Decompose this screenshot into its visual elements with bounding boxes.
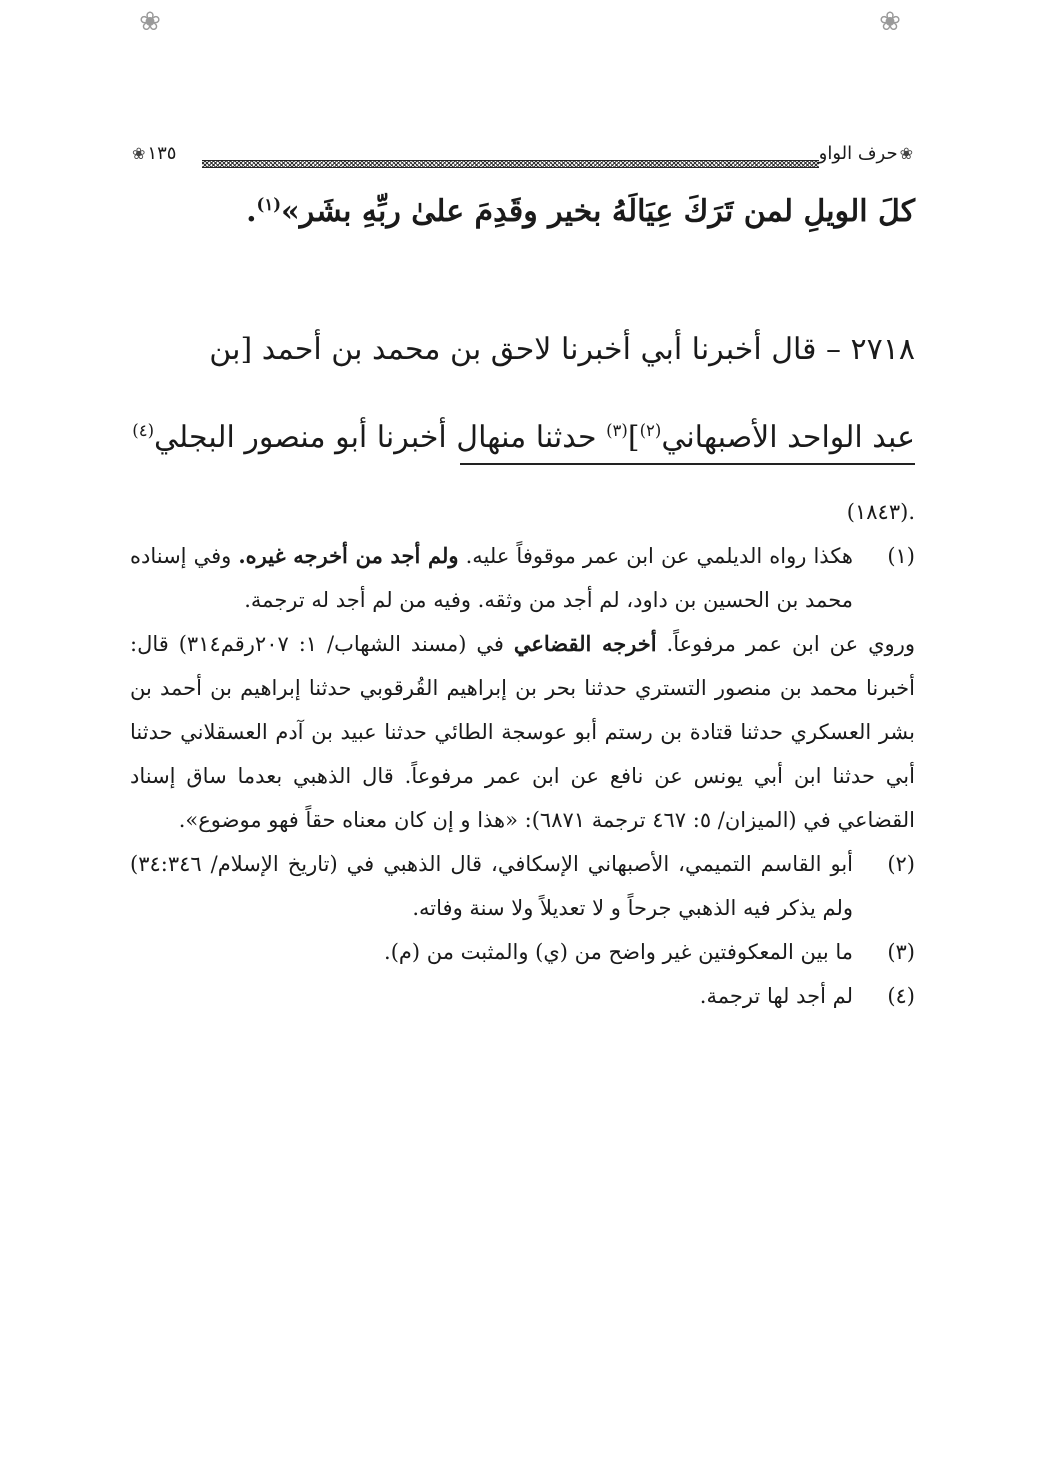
footnote-1-text-a: هكذا رواه الديلمي عن ابن عمر موقوفاً عليه. <box>458 544 853 568</box>
hadith-closing-line <box>130 184 915 240</box>
footnote-3-number: (٣) <box>887 940 915 964</box>
header-right-ornament: ❀ <box>899 144 913 163</box>
hadith-closing-period: . <box>246 194 257 229</box>
footnote-continuation: .(١٨٤٣) <box>846 500 915 524</box>
top-left-ornament: ❀ <box>139 7 161 37</box>
hadith-2718-line-2 <box>130 394 915 482</box>
footnote-ref-1[interactable]: (١) <box>256 195 282 214</box>
footnote-ref-4[interactable]: (٤) <box>132 421 155 440</box>
footnotes <box>130 490 915 1018</box>
footnote-3-text: ما بين المعكوفتين غير واضح من (ي) والمثبت من (م). <box>384 940 853 964</box>
footnote-1 <box>130 534 915 622</box>
footnote-2-number: (٢) <box>887 852 915 876</box>
running-title: حرف الواو <box>818 143 898 164</box>
hadith-2718-text-a: عبد الواحد الأصبهاني <box>661 420 915 455</box>
footnote-3 <box>130 930 915 974</box>
footnote-separator <box>460 463 915 465</box>
header-decorative-rule <box>202 160 819 168</box>
running-title-frame <box>819 140 915 168</box>
footnote-ref-3[interactable]: (٣) <box>606 421 628 440</box>
page-number: ١٣٥ <box>147 143 177 164</box>
footnote-4-text: لم أجد لها ترجمة. <box>699 984 853 1008</box>
hadith-2718-text-c: حدثنا منهال أخبرنا أبو منصور البجلي <box>154 420 607 455</box>
top-right-ornament: ❀ <box>879 7 901 37</box>
footnote-1-para2-a: وروي عن ابن عمر مرفوعاً. <box>656 632 915 656</box>
page-header <box>130 138 915 178</box>
header-left-ornament: ❀ <box>132 144 146 163</box>
hadith-2718-line-1: ٢٧١٨ – قال أخبرنا أبي أخبرنا لاحق بن محمد بن أحمد [بن <box>209 332 915 367</box>
footnote-4-number: (٤) <box>887 984 915 1008</box>
footnote-1-text-b: وفي إسناده محمد بن الحسين بن داود، لم أجد من وثقه. وفيه من لم أجد له ترجمة. <box>130 544 853 612</box>
hadith-2718 <box>130 306 915 482</box>
footnote-1-para2-bold: أخرجه القضاعي <box>513 631 657 656</box>
footnote-1-paragraph-2 <box>130 622 915 842</box>
footnote-1-text <box>130 534 853 622</box>
footnote-1-bold: ولم أجد من أخرجه غيره. <box>238 543 459 568</box>
hadith-2718-bracket: ] <box>627 420 640 455</box>
footnote-1-para2-b: في (مسند الشهاب/ ١: ٢٠٧رقم٣١٤) قال: أخبرنا محمد بن منصور التستري حدثنا بحر بن إبراهيم القُرقوبي حدثنا إبراهيم بن أحمد بن بشر العسكري حدثنا قتادة بن رستم أبو عوسجة الطائي حدثنا عبيد بن آدم العسقلاني حدثنا أبي حدثنا ابن أبي يونس عن نافع عن ابن عمر مرفوعاً. قال الذهبي بعدما ساق إسناد القضاعي في (الميزان/ ٥: ٤٦٧ ترجمة ٦٨٧١): «هذا و إن كان معناه حقاً فهو موضوع». <box>130 632 915 832</box>
page-number-frame <box>130 140 176 168</box>
footnote-4 <box>130 974 915 1018</box>
footnote-2 <box>130 842 915 930</box>
footnote-ref-2[interactable]: (٢) <box>639 421 662 440</box>
footnote-1-number: (١) <box>887 544 915 568</box>
hadith-closing-text: كلَ الويلِ لمن تَرَكَ عِيَالَهُ بخير وقَدِمَ علىٰ ربِّهِ بشَر» <box>281 194 915 229</box>
footnote-2-text: أبو القاسم التميمي، الأصبهاني الإسكافي، قال الذهبي في (تاريخ الإسلام/ ٣٤:٣٤٦) ولم يذكر فيه الذهبي جرحاً و لا تعديلاً ولا سنة وفاته. <box>130 852 853 920</box>
